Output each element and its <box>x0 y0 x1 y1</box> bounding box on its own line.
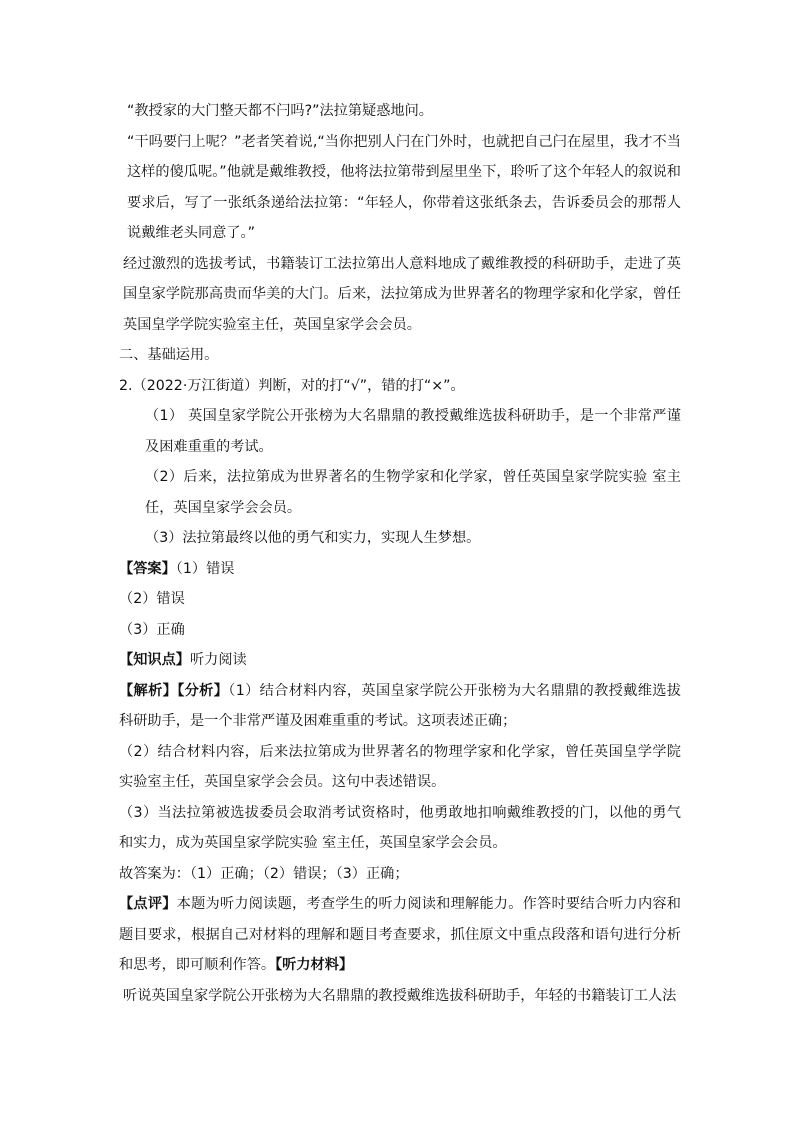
passage-paragraph-1: “教授家的大门整天都不闩吗?”法拉第疑惑地问。 <box>127 103 433 119</box>
answer-1: （1）错误 <box>175 560 235 577</box>
material-label: 【听力材料】 <box>275 957 354 973</box>
question-stem: 2.（2022·万江街道）判断，对的打“√”，错的打“×”。 <box>119 377 465 394</box>
analysis-line-3: （3）当法拉第被选拔委员会取消考试资格时，他勇敢地扣响戴维教授的门，以他的勇气和实力，成为英国皇家学院实验 室主任，英国皇家学会会员。 <box>119 804 681 851</box>
question-item-1: （1） 英国皇家学院公开张榜为大名鼎鼎的教授戴维选拔科研助手，是一个非常严谨及困难重重的考试。 <box>145 408 681 455</box>
comment-text: 本题为听力阅读题，考查学生的听力阅读和理解能力。作答时要结合听力内容和题目要求，根据自己对材料的理解和题目考查要求，抓住原文中重点段落和语句进行分析和思考，即可顺利作答。 <box>119 896 681 973</box>
question-item-3: （3）法拉第最终以他的勇气和实力，实现人生梦想。 <box>145 530 481 546</box>
analysis-text-1: （1）结合材料内容，英国皇家学院公开张榜为大名鼎鼎的教授戴维选拔科研助手，是一个非常严谨及困难重重的考试。这项表述正确； <box>119 682 681 729</box>
analysis-sublabel: 【分析】 <box>177 682 229 699</box>
answer-line-1 <box>119 554 681 585</box>
answer-3: （3）正确 <box>119 621 185 638</box>
knowledge-point <box>119 645 681 676</box>
passage-paragraph-3: 经过激烈的选拔考试，书籍装订工法拉第出人意料地成了戴维教授的科研助手，走进了英国皇家学院那高贵而华美的大门。后来，法拉第成为世界著名的物理学家和化学家，曾任英国皇学学院实验室主任，英国皇家学会会员。 <box>123 255 681 333</box>
analysis-label: 【解析】 <box>119 682 178 699</box>
section-heading: 二、基础运用。 <box>119 347 219 363</box>
knowledge-text: 听力阅读 <box>189 652 247 668</box>
analysis-line-1 <box>119 676 681 737</box>
listening-material: 听说英国皇家学院公开张榜为大名鼎鼎的教授戴维选拔科研助手，年轻的书籍装订工人法 <box>123 987 677 1004</box>
comment-label: 【点评】 <box>119 896 177 912</box>
document-body <box>119 96 681 1011</box>
analysis-line-2: （2）结合材料内容，后来法拉第成为世界著名的物理学家和化学家，曾任英国皇学学院实验室主任，英国皇家学会会员。这句中表述错误。 <box>119 743 681 790</box>
question-item-2: （2）后来，法拉第成为世界著名的生物学家和化学家，曾任英国皇家学院实验 室主任，英国皇家学会会员。 <box>145 469 681 516</box>
answer-2: （2）错误 <box>119 591 185 607</box>
knowledge-label: 【知识点】 <box>119 652 190 668</box>
analysis-conclusion: 故答案为：（1）正确；（2）错误；（3）正确； <box>119 865 409 882</box>
answer-label: 【答案】 <box>119 560 176 577</box>
passage-paragraph-2: “干吗要闩上呢？”老者笑着说,“当你把别人闩在门外时，也就把自己闩在屋里，我才不当这样的傻瓜呢。”他就是戴维教授，他将法拉第带到屋里坐下，聆听了这个年轻人的叙说和要求后，写了一张纸条递给法拉第：“年轻人，你带着这张纸条去，告诉委员会的那帮人说戴维老头同意了。” <box>127 133 681 241</box>
comment-paragraph <box>119 889 681 981</box>
